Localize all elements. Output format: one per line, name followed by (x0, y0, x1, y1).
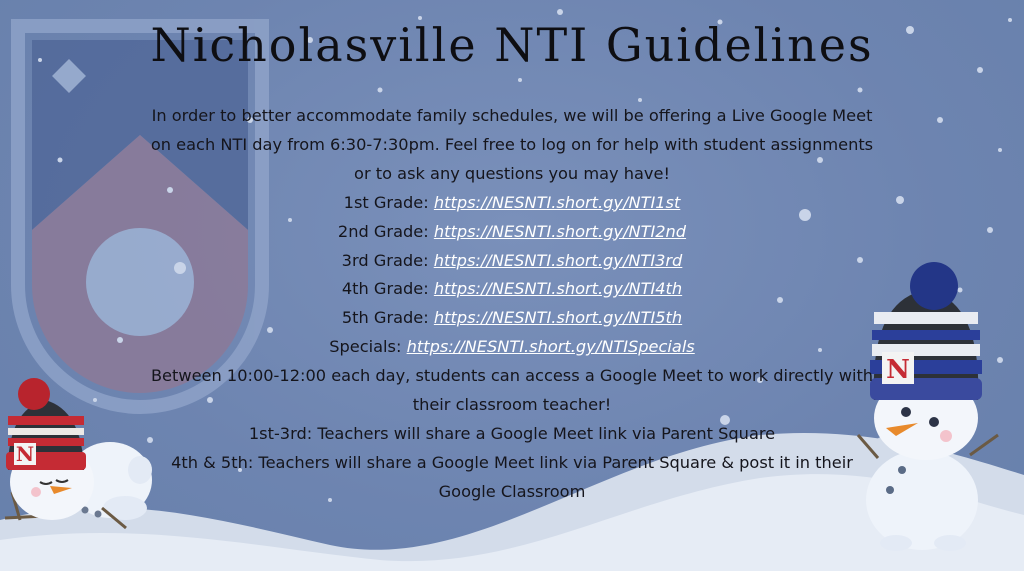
grade-link-row (150, 247, 874, 276)
primary-note: 1st-3rd: Teachers will share a Google Meet link via Parent Square (248, 423, 776, 443)
grade-link-row (150, 304, 874, 333)
grade-label: 5th Grade: (341, 308, 429, 328)
daytime-text: Between 10:00-12:00 each day, students can access a Google Meet to work directly with their classroom teacher! (150, 366, 874, 415)
left-hat-letter: N (15, 442, 35, 466)
grade-5-link[interactable]: https://NESNTI.short.gy/NTI5th (433, 308, 683, 328)
upper-note: 4th & 5th: Teachers will share a Google Meet link via Parent Square & post it in their Google Classroom (171, 452, 853, 501)
grade-link-row (150, 333, 874, 362)
right-snowman (858, 262, 998, 551)
specials-link[interactable]: https://NESNTI.short.gy/NTISpecials (406, 337, 695, 357)
grade-4-link[interactable]: https://NESNTI.short.gy/NTI4th (433, 279, 683, 299)
grade-2-link[interactable]: https://NESNTI.short.gy/NTI2nd (433, 221, 687, 241)
page-title: Nicholasville NTI Guidelines (150, 18, 874, 72)
intro-text: In order to better accommodate family schedules, we will be offering a Live Google Meet on each NTI day from 6:30-7:30pm. Feel free to log on for help with student assignments or to ask any questions you may have! (150, 106, 874, 183)
grade-label: 3rd Grade: (341, 250, 429, 270)
grade-label: 4th Grade: (341, 279, 429, 299)
guidelines-body (150, 102, 874, 507)
grade-link-row (150, 218, 874, 247)
right-hat-letter: N (886, 355, 910, 385)
grade-link-row (150, 275, 874, 304)
grade-label: 1st Grade: (343, 192, 429, 212)
grade-3-link[interactable]: https://NESNTI.short.gy/NTI3rd (433, 250, 683, 270)
grade-label: Specials: (329, 337, 402, 357)
grade-label: 2nd Grade: (337, 221, 429, 241)
grade-link-row (150, 189, 874, 218)
grade-1-link[interactable]: https://NESNTI.short.gy/NTI1st (433, 192, 681, 212)
